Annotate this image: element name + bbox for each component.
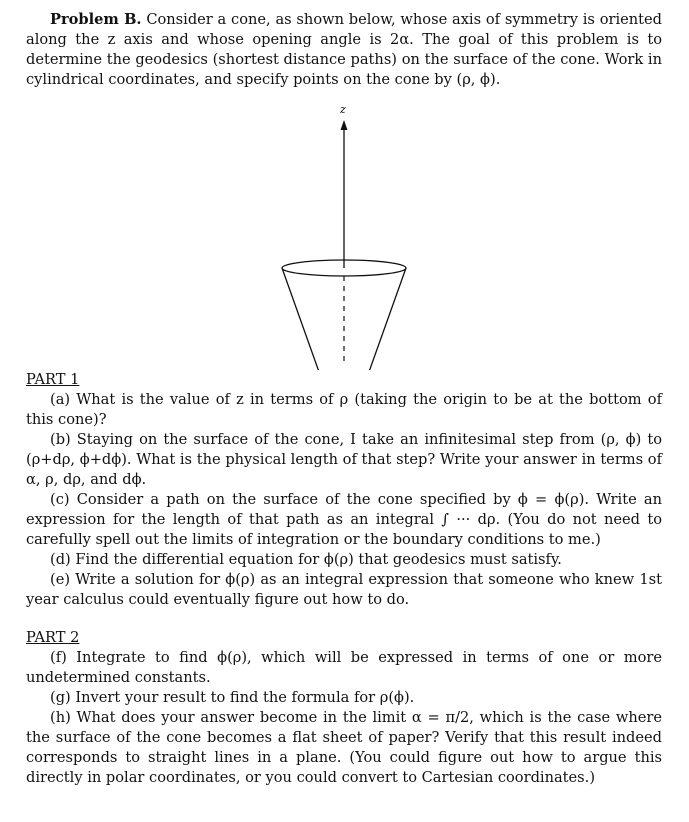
question-b: (b) Staying on the surface of the cone, I take an infinitesimal step from (ρ, ϕ) to (ρ+dρ, ϕ+dϕ). What is the physical length of that step? Write your answer in terms of α, ρ, dρ, and dϕ. xyxy=(26,431,662,488)
problem-title: Problem B. xyxy=(50,11,142,28)
question-d: (d) Find the differential equation for ϕ(ρ) that geodesics must satisfy. xyxy=(50,551,562,568)
problem-intro-text: Consider a cone, as shown below, whose axis of symmetry is oriented along the z axis and whose opening angle is 2α. The goal of this problem is to determine the geodesics (shortest distance paths) on the surface of the cone. Work in cylindrical coordinates, and specify points on the cone by (ρ, ϕ). xyxy=(26,11,662,88)
question-g: (g) Invert your result to find the formula for ρ(ϕ). xyxy=(50,689,415,706)
question-f: (f) Integrate to find ϕ(ρ), which will be expressed in terms of one or more undetermined constants. xyxy=(26,649,662,686)
cone-diagram xyxy=(26,90,662,370)
cone-figure xyxy=(26,90,662,370)
part2-heading: PART 2 xyxy=(26,629,80,646)
z-axis-arrowhead xyxy=(341,120,348,130)
problem-intro xyxy=(26,10,662,90)
z-axis-label: z xyxy=(340,103,346,116)
part1-heading: PART 1 xyxy=(26,371,80,388)
section-gap xyxy=(26,610,662,628)
question-a: (a) What is the value of z in terms of ρ (taking the origin to be at the bottom of this cone)? xyxy=(26,391,662,428)
problem-page xyxy=(26,10,662,788)
question-e: (e) Write a solution for ϕ(ρ) as an integral expression that someone who knew 1st year calculus could eventually figure out how to do. xyxy=(26,571,662,608)
question-c: (c) Consider a path on the surface of the cone specified by ϕ = ϕ(ρ). Write an expression for the length of that path as an integral ∫ ··· dρ. (You do not need to carefully spell out the limits of integration or the boundary conditions to me.) xyxy=(26,491,662,548)
cone-right-side xyxy=(344,268,406,370)
question-h: (h) What does your answer become in the limit α = π/2, which is the case where the surface of the cone becomes a flat sheet of paper? Verify that this result indeed corresponds to straight lines in a plane. (You could figure out how to argue this directly in polar coordinates, or you could convert to Cartesian coordinates.) xyxy=(26,709,662,786)
cone-left-side xyxy=(282,268,344,370)
